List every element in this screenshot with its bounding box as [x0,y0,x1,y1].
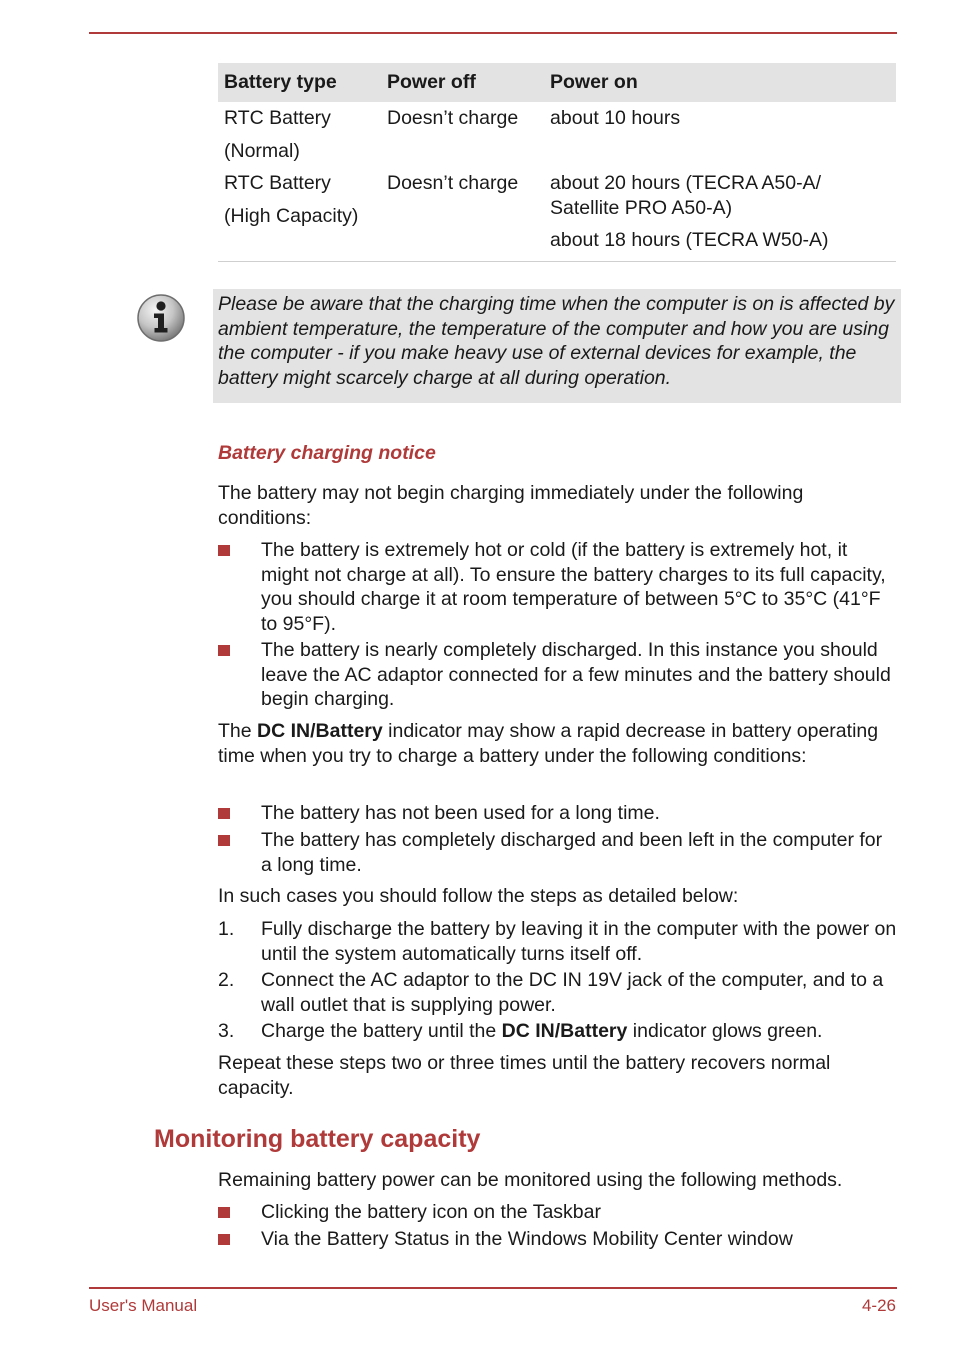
numbered-step [218,968,898,1017]
list-item [218,1227,898,1252]
subheading-battery-charging-notice: Battery charging notice [218,442,436,464]
step-text: Connect the AC adaptor to the DC IN 19V jack of the computer, and to a wall outlet that is supplying power. [261,969,884,1016]
indicator-name: DC IN/Battery [501,1020,628,1042]
paragraph: Remaining battery power can be monitored using the following methods. [218,1169,843,1191]
bullet-square-icon [218,645,230,656]
cell-power-off: Doesn’t charge [381,167,544,261]
indicator-name: DC IN/Battery [257,720,383,742]
paragraph: Repeat these steps two or three times until the battery recovers normal capacity. [218,1052,831,1099]
bullet-square-icon [218,545,230,556]
cell-line: about 10 hours [550,107,681,129]
cell-power-on [544,102,896,167]
bullet-square-icon [218,1207,230,1218]
cell-line: RTC Battery [224,172,331,194]
footer-page-number: 4-26 [861,1296,896,1315]
step-text: Fully discharge the battery by leaving it in the computer with the power on until the system automatically turns itself off. [261,918,897,965]
list-item-text: Clicking the battery icon on the Taskbar [261,1201,601,1223]
cell-power-on [544,167,896,261]
list-item-text: The battery is nearly completely discharged. In this instance you should leave the AC adaptor connected for a few minutes and the battery should begin charging. [261,639,891,710]
step-text [261,1019,898,1044]
list-item-text: The battery is extremely hot or cold (if the battery is extremely hot, it might not charge at all). To ensure the battery charges to its full capacity, you should charge it at room temperature of between 5°C to 35°C (41°F to 95°F). [261,539,886,635]
table-header-row [218,63,896,102]
cell-battery-type [218,102,381,167]
cell-power-off: Doesn’t charge [387,107,519,129]
table-row [218,167,896,261]
section-heading-monitoring: Monitoring battery capacity [154,1125,481,1153]
table-row [218,102,896,167]
list-item [218,538,898,636]
text-run: indicator may show a rapid decrease in battery operating time when you try to charge a battery under the following conditions: [218,720,879,767]
info-icon [136,293,186,343]
column-header-battery-type: Battery type [218,63,381,102]
footer-manual-title: User's Manual [89,1296,198,1315]
text-run: indicator glows green. [627,1020,823,1042]
bullet-square-icon [218,808,230,819]
cell-battery-type [218,167,381,261]
paragraph: In such cases you should follow the steps as detailed below: [218,885,739,907]
text-run: The [218,720,258,742]
paragraph [218,719,898,768]
list-item [218,1200,898,1225]
list-item [218,801,898,826]
cell-line: RTC Battery [224,107,331,129]
step-number: 1. [218,918,235,940]
numbered-step [218,1019,898,1044]
list-item-text: The battery has not been used for a long time. [261,802,660,824]
text-run: Charge the battery until the [261,1020,502,1042]
list-item [218,638,898,712]
cell-line: about 18 hours (TECRA W50-A) [550,229,829,251]
battery-charge-table [218,63,896,262]
bullet-square-icon [218,1234,230,1245]
column-header-power-off: Power off [381,63,544,102]
paragraph: The battery may not begin charging immediately under the following conditions: [218,482,804,529]
step-number: 2. [218,969,235,991]
cell-line: about 20 hours (TECRA A50-A/ Satellite PRO A50-A) [550,172,821,219]
list-item-text: Via the Battery Status in the Windows Mobility Center window [261,1228,793,1250]
list-item-text: The battery has completely discharged and been left in the computer for a long time. [261,829,883,876]
step-number: 3. [218,1020,235,1042]
footer-rule [89,1287,897,1289]
note-text: Please be aware that the charging time when the computer is on is affected by ambient temperature, the temperature of the computer and how you are using the computer - if you make heavy use of external devices for example, the battery might scarcely charge at all during operation. [218,293,895,389]
header-rule [89,32,897,34]
list-item [218,828,898,877]
column-header-power-on: Power on [544,63,896,102]
bullet-square-icon [218,835,230,846]
numbered-step [218,917,898,966]
cell-line: (High Capacity) [224,204,359,227]
cell-line: (Normal) [224,139,300,162]
